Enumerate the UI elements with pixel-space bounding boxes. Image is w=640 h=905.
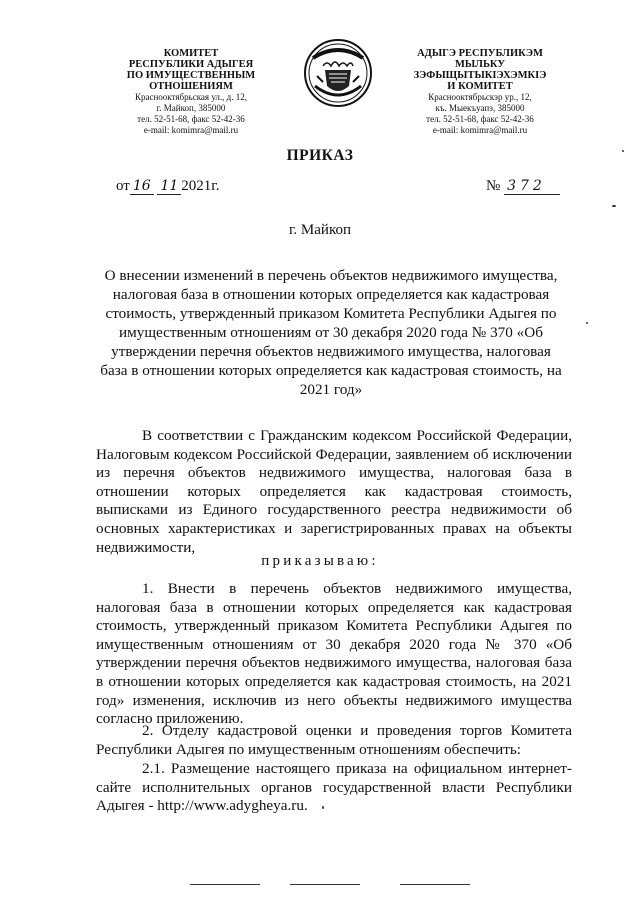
address-line: Краснооктябрьскэр ур., 12, xyxy=(428,92,532,102)
item-2-1-paragraph: 2.1. Размещение настоящего приказа на официальном интернет-сайте исполнительных органов государственной власти Республики Адыгея - http://www.adygheya.ru. xyxy=(96,760,572,815)
preamble-paragraph: В соответствии с Гражданским кодексом Российской Федерации, Налоговым кодексом Российской Федерации, заявлением об исключении из перечня объектов недвижимого имущества, налоговая база в отношении которых определяется как кадастровая стоимость, выписками из Единого государственного реестра недвижимости об основных характеристиках и зарегистрированных правах на объекты недвижимости, xyxy=(96,427,572,556)
item-1-paragraph: 1. Внести в перечень объектов недвижимого имущества, налоговая база в отношении которых определяется как кадастровая стоимость, утвержденный приказом Комитета Республики Адыгея по имущественным отношениям от 30 декабря 2020 года № 370 «Об утверждении перечня объектов недвижимого имущества, налоговая база в отношении которых определяется как кадастровая стоимость, на 2021 год» изменения, исключив из него объекты недвижимого имущества согласно приложению. xyxy=(96,580,572,728)
org-name-line: РЕСПУБЛИКИ АДЫГЕЯ xyxy=(128,59,254,70)
scan-edge-line xyxy=(290,884,360,885)
date-day: 16 xyxy=(130,178,154,195)
email-line: e-mail: komimra@mail.ru xyxy=(143,125,239,135)
scan-speck xyxy=(622,150,624,152)
number-value: 372 xyxy=(504,178,560,195)
scan-speck xyxy=(322,806,324,809)
org-name-line: АДЫГЭ РЕСПУБЛИКЭМ xyxy=(417,48,543,59)
scan-edge-line xyxy=(400,884,470,885)
decree-word: приказываю: xyxy=(261,553,379,569)
phone-line: тел. 52-51-68, факс 52-42-36 xyxy=(426,114,534,124)
address-line: Краснооктябрьская ул., д. 12, xyxy=(135,92,247,102)
org-name-line: И КОМИТЕТ xyxy=(447,81,513,92)
scan-speck xyxy=(612,205,616,207)
org-name-line: КОМИТЕТ xyxy=(163,48,219,59)
date-prefix: от xyxy=(116,178,130,194)
city-line: г. Майкоп xyxy=(288,222,352,238)
order-subject: О внесении изменений в перечень объектов недвижимого имущества, налоговая база в отношении которых определяется как кадастровая стоимость, утвержденный приказом Комитета Республики Адыгея по имущественным отношениям от 30 декабря 2020 года № 370 «Об утверждении перечня объектов недвижимого имущества, налоговая база в отношении которых определяется как кадастровая стоимость, на 2021 год» xyxy=(100,267,562,398)
committee-header-adyghe xyxy=(400,48,560,136)
adygea-coat-of-arms-icon xyxy=(303,36,373,110)
number-sign: № xyxy=(486,178,501,194)
phone-line: тел. 52-51-68, факс 52-42-36 xyxy=(137,114,245,124)
scan-speck xyxy=(586,322,588,324)
committee-header-russian xyxy=(92,48,290,136)
org-name-line: ПО ИМУЩЕСТВЕННЫМ ОТНОШЕНИЯМ xyxy=(126,70,256,92)
document-title: ПРИКАЗ xyxy=(286,147,354,164)
order-number xyxy=(486,178,560,195)
address-line: къ. Мыекъуапэ, 385000 xyxy=(435,103,525,113)
order-date xyxy=(116,178,219,195)
org-name-line: МЫЛЬКУ ЗЭФЫЩЫТЫКІЭХЭМКІЭ xyxy=(413,59,547,81)
email-line: e-mail: komimra@mail.ru xyxy=(432,125,528,135)
scan-edge-line xyxy=(190,884,260,885)
date-year: 2021г. xyxy=(181,178,220,194)
item-2-paragraph: 2. Отделу кадастровой оценки и проведения торгов Комитета Республики Адыгея по имущественным отношениям обеспечить: xyxy=(96,722,572,758)
address-line: г. Майкоп, 385000 xyxy=(156,103,226,113)
date-month: 11 xyxy=(157,178,181,195)
